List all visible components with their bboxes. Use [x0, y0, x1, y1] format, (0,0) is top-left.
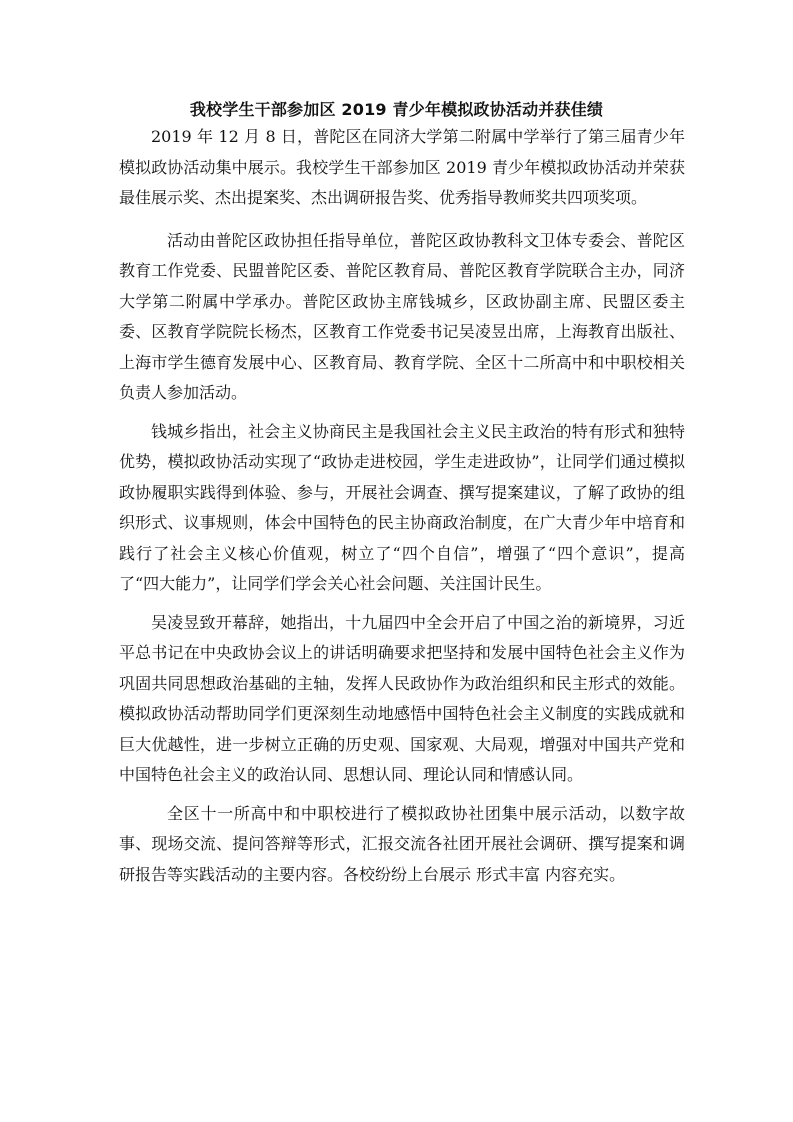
- paragraph-organizers: 活动由普陀区政协担任指导单位，普陀区政协教科文卫体专委会、普陀区教育工作党委、民盟普陀区委、普陀区教育局、普陀区教育学院联合主办，同济大学第二附属中学承办。普陀区政协主席钱城乡，区政协副主席、民盟区委主委、区教育学院院长杨杰，区教育工作党委书记吴凌昱出席，上海教育出版社、上海市学生德育发展中心、区教育局、教育学院、全区十二所高中和中职校相关负责人参加活动。: [119, 230, 685, 402]
- paragraph-qian-speech: 钱城乡指出，社会主义协商民主是我国社会主义民主政治的特有形式和独特优势，模拟政协活动实现了“政协走进校园，学生走进政协”，让同学们通过模拟政协履职实践得到体验、参与，开展社会调查、撰写提案建议，了解了政协的组织形式、议事规则，体会中国特色的民主协商政治制度，在广大青少年中培育和践行了社会主义核心价值观，树立了“四个自信”，增强了“四个意识”，提高了“四大能力”，让同学们学会关心社会问题、关注国计民生。: [119, 421, 685, 593]
- paragraph-club-showcase: 全区十一所高中和中职校进行了模拟政协社团集中展示活动，以数字故事、现场交流、提问答辩等形式，汇报交流各社团开展社会调研、撰写提案和调研报告等实践活动的主要内容。各校纷纷上台展示 形式丰富 内容充实。: [119, 803, 685, 884]
- document-body: [119, 122, 685, 890]
- document-title: 我校学生干部参加区 2019 青少年模拟政协活动并获佳绩: [189, 100, 604, 119]
- paragraph-event-summary: 2019 年 12 月 8 日，普陀区在同济大学第二附属中学举行了第三届青少年模拟政协活动集中展示。我校学生干部参加区 2019 青少年模拟政协活动并荣获最佳展示奖、杰出提案奖、杰出调研报告奖、优秀指导教师奖共四项奖项。: [119, 127, 685, 207]
- paragraph-wu-speech: 吴凌昱致开幕辞，她指出，十九届四中全会开启了中国之治的新境界，习近平总书记在中央政协会议上的讲话明确要求把坚持和发展中国特色社会主义作为巩固共同思想政治基础的主轴，发挥人民政协作为政治组织和民主形式的效能。模拟政协活动帮助同学们更深刻生动地感悟中国特色社会主义制度的实践成就和巨大优越性，进一步树立正确的历史观、国家观、大局观，增强对中国共产党和中国特色社会主义的政治认同、思想认同、理论认同和情感认同。: [119, 612, 685, 784]
